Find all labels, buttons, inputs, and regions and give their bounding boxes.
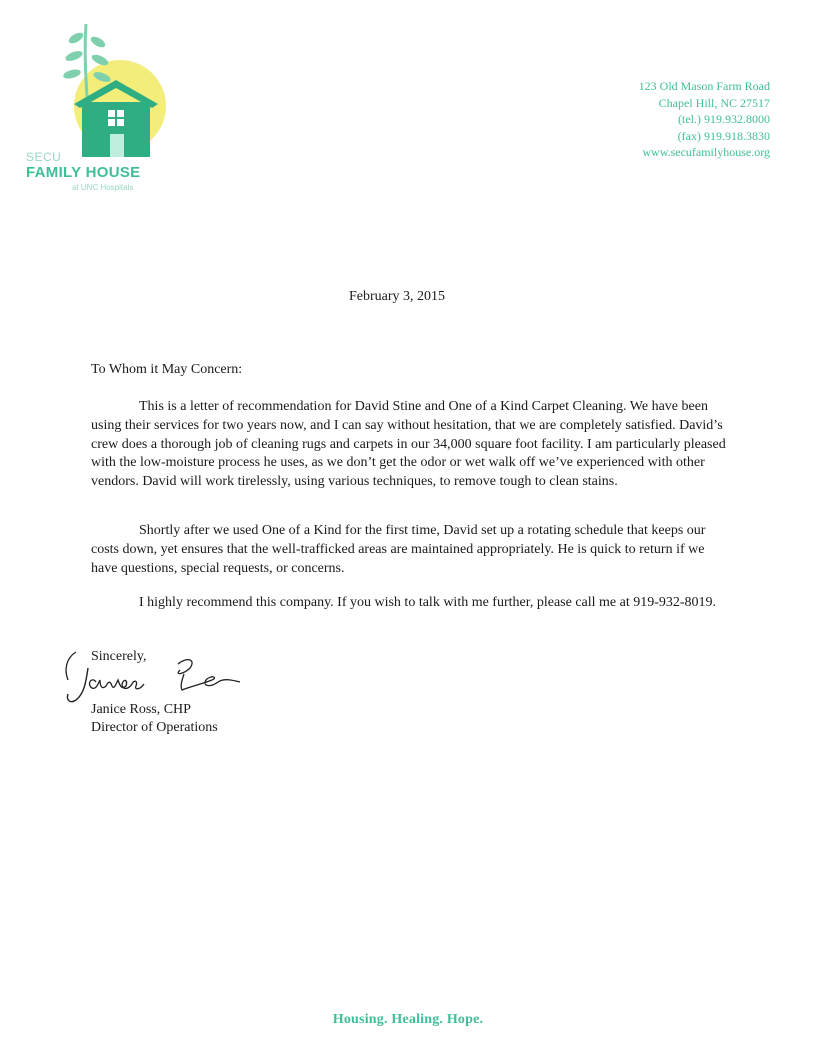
paragraph-3-text: I highly recommend this company. If you wish to talk with me further, please call me at 919-932-8019. (139, 595, 717, 610)
letterhead-address (639, 78, 770, 161)
paragraph-1-text: This is a letter of recommendation for David Stine and One of a Kind Carpet Cleaning. We have been using their services for two years now, and I can say without hesitation, that we are completely satisfied. David’s crew does a thorough job of cleaning rugs and carpets in our 34,000 square foot facility. I am particularly pleased with the low-moisture process he uses, as we don’t get the odor or wet walk off we’ve experienced with other vendors. David will work tirelessly, using various techniques, to remove tough to clean stains. (91, 399, 726, 490)
address-phone: (tel.) 919.932.8000 (678, 112, 770, 126)
signer-title: Director of Operations (91, 720, 218, 735)
letter-date: February 3, 2015 (349, 289, 446, 304)
paragraph-2-text: Shortly after we used One of a Kind for the first time, David set up a rotating schedule that keeps our costs down, yet ensures that the well-trafficked areas are maintained appropriately. He is quick to return if we have questions, special requests, or concerns. (91, 523, 706, 576)
logo-family-house-text: FAMILY HOUSE (26, 164, 141, 181)
salutation: To Whom it May Concern: (91, 362, 243, 377)
address-city: Chapel Hill, NC 27517 (658, 95, 770, 110)
logo-subtitle-text: at UNC Hospitals (72, 183, 134, 192)
handwritten-signature (62, 650, 252, 710)
logo-secu-text: SECU (26, 150, 62, 164)
body-paragraph-3 (91, 594, 731, 613)
secu-family-house-logo (24, 22, 174, 202)
address-street: 123 Old Mason Farm Road (638, 79, 770, 93)
body-paragraph-1 (91, 398, 731, 492)
body-paragraph-2 (91, 522, 731, 578)
signer-name: Janice Ross, CHP (91, 702, 191, 717)
house-sun-icon (24, 22, 174, 157)
address-fax: (fax) 919.918.3830 (677, 128, 770, 143)
closing: Sincerely, (91, 649, 147, 664)
footer-tagline: Housing. Healing. Hope. (332, 1012, 484, 1027)
address-website: www.secufamilyhouse.org (642, 145, 770, 159)
